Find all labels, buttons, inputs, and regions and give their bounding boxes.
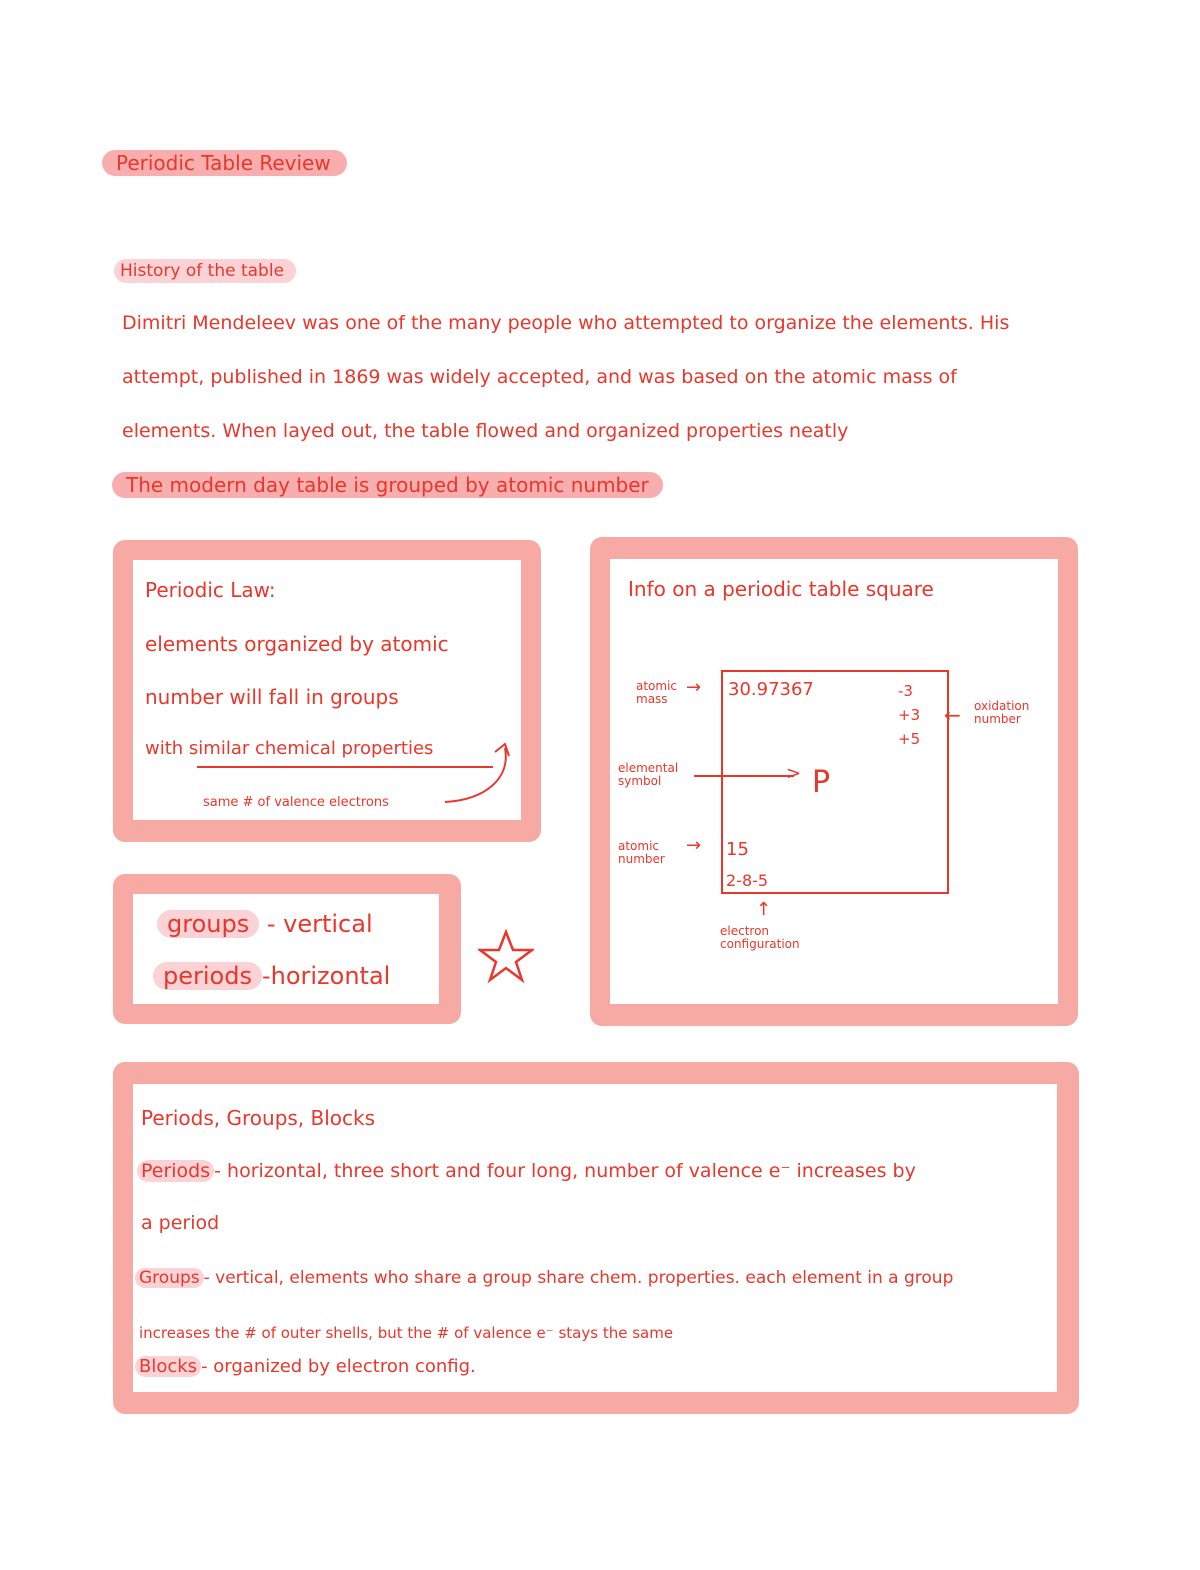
- curved-arrow-icon: [433, 740, 513, 810]
- periodic-law-box: [113, 540, 541, 842]
- periods-text-2: a period: [141, 1212, 220, 1234]
- valence-note: same # of valence electrons: [203, 795, 389, 810]
- groups-text-2: increases the # of outer shells, but the # of valence e⁻ stays the same: [139, 1324, 674, 1342]
- atomic-number-label: atomic number: [618, 839, 665, 866]
- groups-periods-box: [113, 874, 461, 1024]
- pgb-heading: Periods, Groups, Blocks: [141, 1106, 376, 1130]
- atomic-number-value: 15: [726, 839, 749, 860]
- history-line-1: Dimitri Mendeleev was one of the many people who attempted to organize the elements. His: [122, 312, 1010, 334]
- arrow-right-icon: →: [686, 677, 702, 698]
- history-heading: History of the table: [114, 259, 296, 283]
- atomic-mass-label: atomic mass: [636, 679, 678, 706]
- configuration-value: 2-8-5: [726, 871, 769, 890]
- periods-text-1: - horizontal, three short and four long, number of valence e⁻ increases by: [214, 1160, 916, 1182]
- oxidation-value-3: +5: [898, 730, 921, 748]
- history-line-2: attempt, published in 1869 was widely accepted, and was based on the atomic mass of: [122, 366, 957, 388]
- periods-definition: [137, 1160, 916, 1182]
- square-info-heading: Info on a periodic table square: [628, 577, 934, 601]
- groups-line: [157, 910, 373, 938]
- arrow-left-icon: ←: [944, 703, 961, 727]
- periods-term: Periods: [137, 1160, 214, 1182]
- square-info-box: [590, 537, 1078, 1026]
- groups-text-1: - vertical, elements who share a group share chem. properties. each element in a group: [203, 1268, 954, 1288]
- groups-word: groups: [157, 910, 259, 938]
- periodic-law-line-2: number will fall in groups: [145, 685, 399, 709]
- periodic-law-heading: Periodic Law:: [145, 578, 276, 602]
- modern-table-note: The modern day table is grouped by atomic number: [112, 472, 663, 498]
- blocks-text: - organized by electron config.: [201, 1356, 476, 1377]
- oxidation-value-2: +3: [898, 706, 921, 724]
- periodic-law-line-3: with similar chemical properties: [145, 738, 434, 759]
- configuration-label: electron configuration: [720, 924, 800, 951]
- periods-line: [153, 962, 390, 990]
- arrow-right-icon-2: →: [686, 835, 702, 856]
- oxidation-label: oxidation number: [974, 699, 1030, 726]
- arrow-head-icon: >: [786, 763, 802, 784]
- page-title: Periodic Table Review: [102, 150, 347, 176]
- oxidation-value-1: -3: [898, 682, 913, 700]
- groups-rest: - vertical: [259, 910, 373, 938]
- groups-definition: [135, 1268, 953, 1288]
- periodic-law-line-1: elements organized by atomic: [145, 632, 449, 656]
- groups-term: Groups: [135, 1268, 204, 1288]
- symbol-value: P: [812, 765, 831, 800]
- symbol-label: elemental symbol: [618, 761, 679, 788]
- star-icon: [478, 928, 534, 984]
- periods-rest: -horizontal: [261, 962, 391, 990]
- atomic-mass-value: 30.97367: [728, 679, 814, 700]
- arrow-up-icon: ↑: [756, 899, 772, 920]
- history-line-3: elements. When layed out, the table flowed and organized properties neatly: [122, 420, 849, 442]
- blocks-term: Blocks: [135, 1356, 201, 1377]
- periods-word: periods: [153, 962, 262, 990]
- symbol-arrow-line: [694, 775, 794, 777]
- oxidation-values: [898, 679, 920, 751]
- blocks-definition: [135, 1356, 476, 1377]
- pgb-box: [113, 1062, 1079, 1414]
